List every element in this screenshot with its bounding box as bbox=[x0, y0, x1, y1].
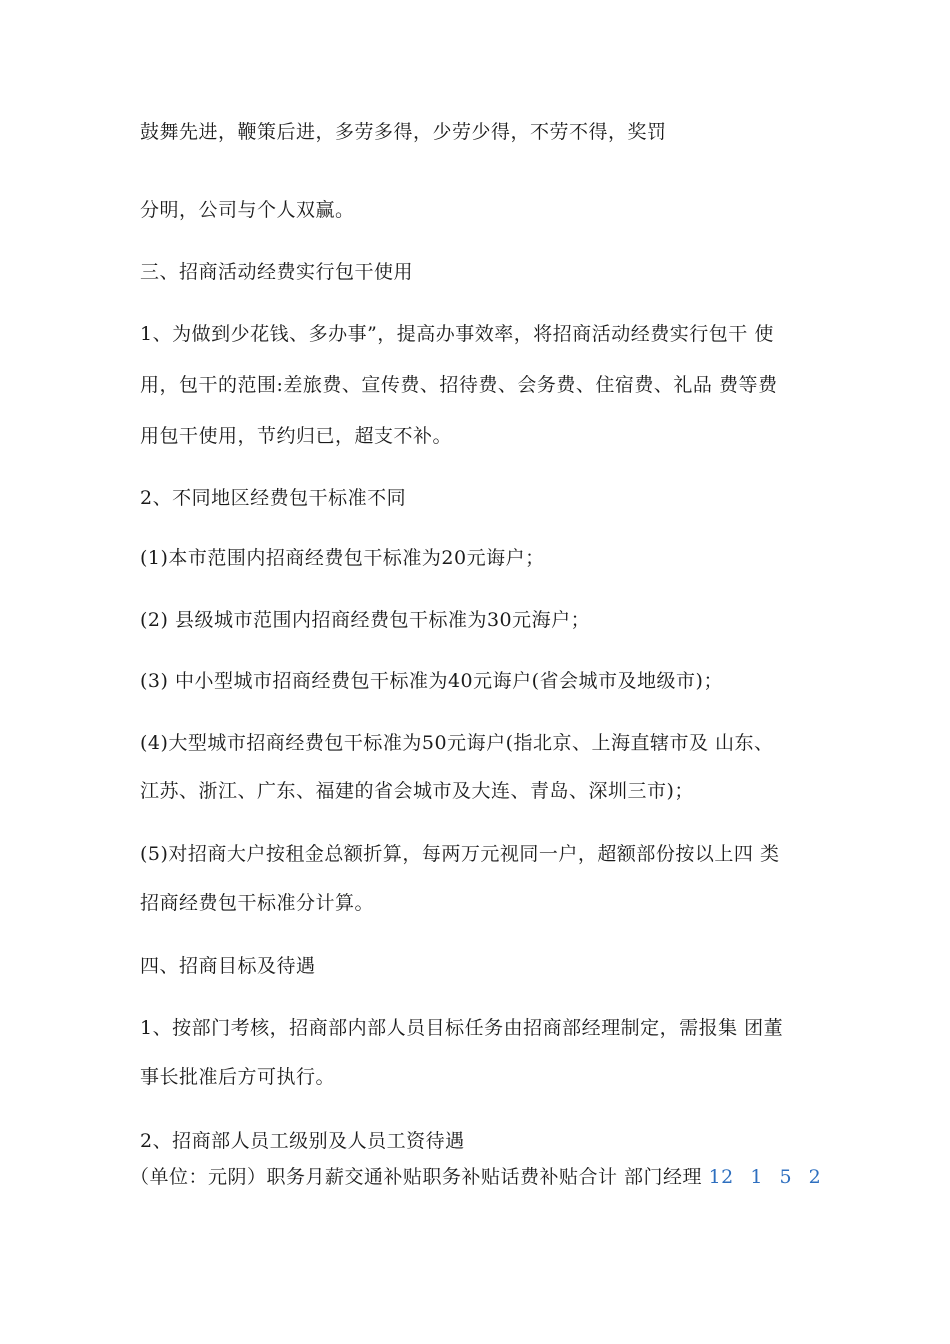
list-item-continuation: 江苏、浙江、广东、福建的省会城市及大连、青岛、深圳三市)； bbox=[140, 780, 694, 802]
paragraph-line: 鼓舞先进，鞭策后进，多劳多得，少劳少得，不劳不得，奖罚 bbox=[140, 121, 667, 143]
table-value: 12 bbox=[708, 1166, 734, 1188]
paragraph-line: 用包干使用，节约归已，超支不补。 bbox=[140, 425, 453, 447]
paragraph-line: 1、为做到少花钱、多办事”，提高办事效率，将招商活动经费实行包干 使 bbox=[140, 323, 774, 345]
section-heading: 四、招商目标及待遇 bbox=[140, 955, 316, 977]
list-item: (1)本市范围内招商经费包干标准为20元诲户； bbox=[140, 547, 545, 569]
section-heading: 三、招商活动经费实行包干使用 bbox=[140, 261, 414, 283]
subsection-heading: 2、招商部人员工级别及人员工资待遇 bbox=[140, 1130, 465, 1152]
paragraph-line: 事长批准后方可执行。 bbox=[140, 1066, 336, 1088]
table-value: 2 bbox=[808, 1166, 822, 1188]
list-item: (2) 县级城市范围内招商经费包干标准为30元海户； bbox=[140, 609, 591, 631]
table-header-text: （单位：元阴）职务月薪交通补贴职务补贴话费补贴合计 部门经理 bbox=[130, 1166, 703, 1188]
table-value: 1 bbox=[750, 1166, 763, 1188]
table-value: 5 bbox=[779, 1166, 793, 1188]
subsection-heading: 2、不同地区经费包干标准不同 bbox=[140, 487, 407, 509]
paragraph-line: 1、按部门考核，招商部内部人员目标任务由招商部经理制定，需报集 团董 bbox=[140, 1017, 784, 1039]
paragraph-line: 用，包干的范围:差旅费、宣传费、招待费、会务费、住宿费、礼品 费等费 bbox=[140, 374, 778, 396]
list-item: (3) 中小型城市招商经费包干标准为40元诲户(省会城市及地级市)； bbox=[140, 670, 723, 692]
paragraph-line: 分明，公司与个人双赢。 bbox=[140, 199, 355, 221]
list-item-continuation: 招商经费包干标准分计算。 bbox=[140, 892, 375, 914]
list-item: (4)大型城市招商经费包干标准为50元诲户(指北京、上海直辖市及 山东、 bbox=[140, 732, 774, 754]
table-header-row bbox=[130, 1165, 821, 1189]
list-item: (5)对招商大户按租金总额折算，每两万元视同一户，超额部份按以上四 类 bbox=[140, 843, 780, 865]
